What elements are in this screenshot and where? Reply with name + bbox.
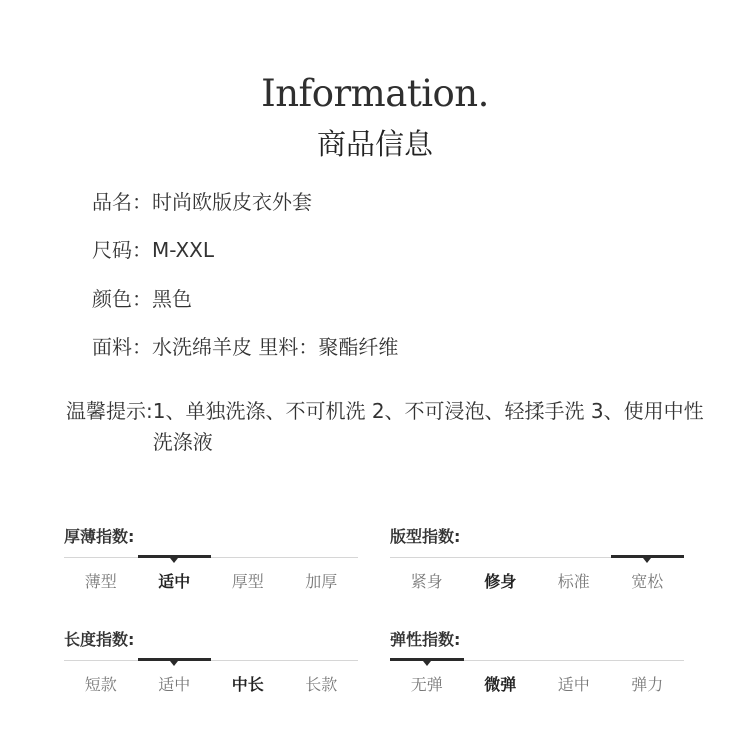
thickness-scale-track — [64, 557, 358, 558]
fit-scale-title: 版型指数: — [390, 527, 461, 546]
elasticity-scale-track — [390, 660, 684, 661]
product-name: 品名：时尚欧版皮衣外套 — [92, 190, 312, 214]
scale-option: 薄型 — [84, 572, 117, 591]
scale-option: 加厚 — [305, 572, 338, 591]
length-scale-options — [64, 672, 358, 695]
thickness-scale-notch — [170, 558, 178, 563]
thickness-scale-title: 厚薄指数: — [64, 527, 135, 546]
product-size: 尺码：M-XXL — [92, 238, 215, 262]
elasticity-scale-notch — [423, 661, 431, 666]
product-material: 面料：水洗绵羊皮 里料：聚酯纤维 — [92, 335, 399, 359]
scale-option: 修身 — [484, 572, 517, 591]
elasticity-scale-title: 弹性指数: — [390, 630, 461, 649]
scale-option: 适中 — [158, 675, 191, 694]
care-tip-label: 温馨提示: — [66, 399, 153, 423]
scale-option: 标准 — [557, 572, 590, 591]
scale-option: 短款 — [84, 675, 117, 694]
scale-option: 适中 — [158, 572, 191, 591]
length-scale-track — [64, 660, 358, 661]
fit-scale-track — [390, 557, 684, 558]
length-scale-notch — [170, 661, 178, 666]
care-tip-text: 1、单独洗涤、不可机洗 2、不可浸泡、轻揉手洗 3、使用中性洗涤液 — [152, 399, 704, 454]
fit-scale-notch — [643, 558, 651, 563]
care-tip — [66, 396, 706, 458]
scale-option: 适中 — [557, 675, 590, 694]
scale-option: 长款 — [305, 675, 338, 694]
elasticity-scale-options — [390, 672, 684, 695]
scale-option: 紧身 — [410, 572, 443, 591]
fit-scale-options — [390, 569, 684, 592]
scale-option: 宽松 — [631, 572, 664, 591]
product-color: 颜色：黑色 — [92, 287, 192, 311]
scale-option: 厚型 — [231, 572, 264, 591]
heading-chinese: 商品信息 — [316, 127, 433, 161]
scale-option: 无弹 — [410, 675, 443, 694]
scale-option: 弹力 — [631, 675, 664, 694]
scale-option: 微弹 — [484, 675, 517, 694]
length-scale-title: 长度指数: — [64, 630, 135, 649]
scale-option: 中长 — [231, 675, 264, 694]
thickness-scale-options — [64, 569, 358, 592]
heading-english: Information. — [261, 72, 489, 115]
